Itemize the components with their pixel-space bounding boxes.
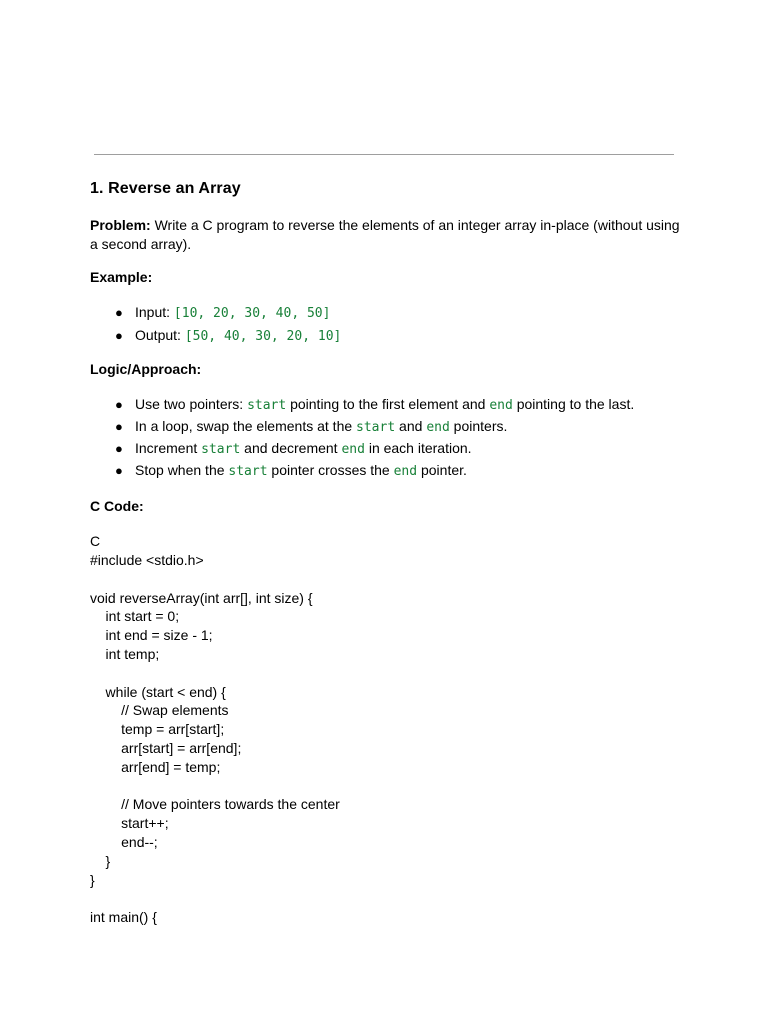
inline-code: end [489,398,513,413]
list-text: pointing to the first element and [286,396,490,412]
horizontal-rule [94,154,674,155]
inline-code: [10, 20, 30, 40, 50] [173,306,331,321]
logic-label: Logic/Approach: [90,361,202,377]
list-text: pointer. [417,462,467,478]
example-label-paragraph [90,268,690,287]
example-label: Example: [90,269,153,285]
list-item [90,326,690,346]
code-label-paragraph [90,497,690,516]
example-prefix: Input: [135,304,174,320]
logic-list [90,395,690,481]
list-text: Stop when the [135,462,229,478]
inline-code: [50, 40, 30, 20, 10] [184,329,342,344]
list-text: in each iteration. [364,440,472,456]
list-text: and decrement [240,440,342,456]
list-item [90,303,690,323]
bullet-icon: ● [115,419,123,434]
logic-label-paragraph [90,360,690,379]
list-text: In a loop, swap the elements at the [135,418,357,434]
section-heading: 1. Reverse an Array [90,180,241,197]
bullet-icon: ● [115,328,123,343]
inline-code: start [201,442,241,457]
inline-code: end [393,464,418,479]
example-list [90,303,690,346]
list-text: Increment [135,440,202,456]
code-language-label: C [90,533,101,549]
bullet-icon: ● [115,397,123,412]
inline-code: start [247,398,287,413]
code-block: #include <stdio.h> void reverseArray(int arr[], int size) { int start = 0; int end = size - 1; int temp; while (start < end) { // Swap elements temp = arr[start]; arr[start] = arr[end]; arr[end] = temp; // Move pointers towards the center start++; end--; } } int main() { [90,552,340,926]
inline-code: end [341,442,365,457]
inline-code: start [356,420,396,435]
example-prefix: Output: [135,327,185,343]
document-content [90,178,690,927]
problem-text: Write a C program to reverse the elements of an integer array in-place (without using a second array). [90,217,680,252]
list-item [90,417,690,437]
bullet-icon: ● [115,463,123,478]
inline-code: start [228,464,268,479]
inline-code: end [426,420,450,435]
list-text: pointers. [449,418,508,434]
code-label: C Code: [90,498,144,514]
list-text: pointing to the last. [512,396,635,412]
bullet-icon: ● [115,441,123,456]
list-text: and [395,418,427,434]
list-item [90,439,690,459]
bullet-icon: ● [115,305,123,320]
list-item [90,461,690,481]
problem-label: Problem: [90,217,151,233]
list-text: pointer crosses the [267,462,394,478]
list-item [90,395,690,415]
list-text: Use two pointers: [135,396,248,412]
problem-paragraph [90,216,690,254]
